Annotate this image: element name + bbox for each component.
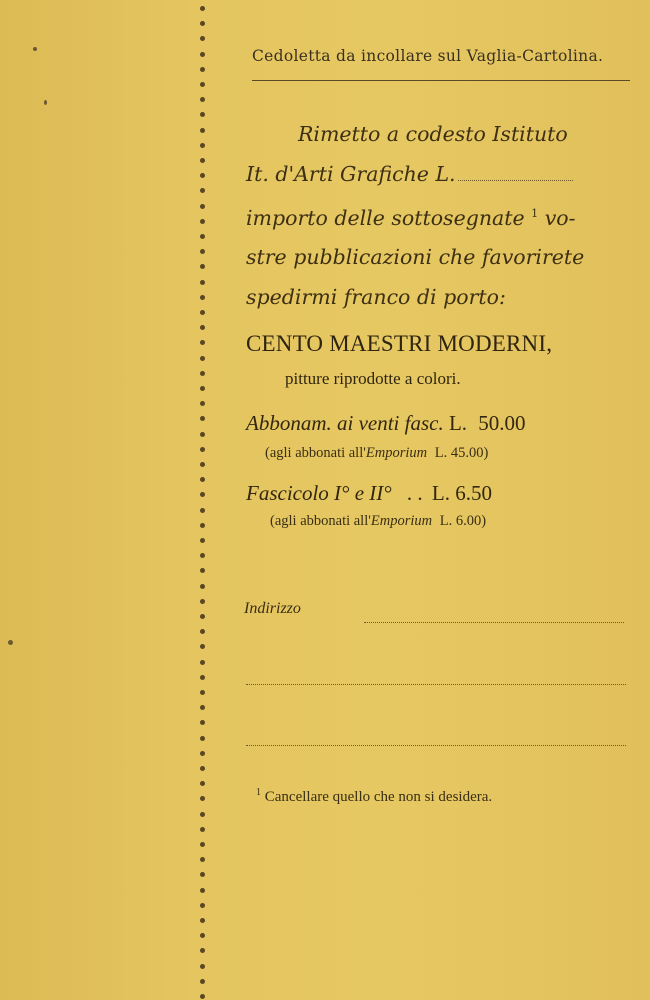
perforation-hole <box>200 857 205 862</box>
amount-blank[interactable] <box>458 179 573 181</box>
perforation-hole <box>200 97 205 102</box>
perforation-hole <box>200 340 205 345</box>
intro-line-3 <box>246 194 646 238</box>
perforation-hole <box>200 6 205 11</box>
footnote-text: Cancellare quello che non si desidera. <box>264 789 493 805</box>
perforation-hole <box>200 416 205 421</box>
address-line-1[interactable] <box>364 622 624 623</box>
perforation-hole <box>200 964 205 969</box>
subscription-note-prefix: (agli abbonati all' <box>265 445 366 461</box>
perforation-hole <box>200 295 205 300</box>
perforation-hole <box>200 386 205 391</box>
paper-speck <box>44 100 47 105</box>
perforation-hole <box>200 447 205 452</box>
perforation-hole <box>200 888 205 893</box>
intro-line-1: Rimetto a codesto Istituto <box>298 122 568 146</box>
address-label: Indirizzo <box>244 600 301 617</box>
subscription-note <box>265 445 488 462</box>
subscription-note-magazine: Emporium <box>365 445 428 461</box>
paper-speck <box>33 47 37 51</box>
publication-title: CENTO MAESTRI MODERNI, <box>246 331 553 356</box>
perforation-hole <box>200 979 205 984</box>
header-rule <box>252 80 630 81</box>
perforation-hole <box>200 690 205 695</box>
perforation-hole <box>200 356 205 361</box>
perforation-hole <box>200 736 205 741</box>
perforation-hole <box>200 903 205 908</box>
perforation-hole <box>200 371 205 376</box>
perforation-hole <box>200 872 205 877</box>
perforation-hole <box>200 401 205 406</box>
perforation-hole <box>200 264 205 269</box>
perforation-hole <box>200 204 205 209</box>
perforation-hole <box>200 796 205 801</box>
perforation-hole <box>200 67 205 72</box>
perforation-hole <box>200 812 205 817</box>
publication-subtitle: pitture riprodotte a colori. <box>285 369 461 388</box>
subscription-note-price: L. 45.00) <box>434 445 489 461</box>
issue-row[interactable] <box>246 481 492 506</box>
perforation-hole <box>200 128 205 133</box>
paper-speck <box>8 640 13 645</box>
intro-line-4: stre pubblicazioni che favorirete <box>246 245 585 270</box>
issue-label: Fascicolo I° e II° <box>246 481 392 505</box>
subscription-label: Abbonam. ai venti fasc. <box>246 411 444 435</box>
perforation-hole <box>200 842 205 847</box>
intro-paragraph <box>246 115 646 317</box>
perforation-hole <box>200 584 205 589</box>
perforation-hole <box>200 492 205 497</box>
perforation-hole <box>200 508 205 513</box>
perforation-hole <box>200 675 205 680</box>
perforation-hole <box>200 462 205 467</box>
issue-price: L. 6.50 <box>431 481 492 505</box>
perforation-hole <box>200 143 205 148</box>
issue-note <box>270 513 486 530</box>
perforation-hole <box>200 568 205 573</box>
perforation-hole <box>200 781 205 786</box>
perforation-hole <box>200 523 205 528</box>
issue-dots: . . <box>406 481 423 505</box>
subscription-price: 50.00 <box>478 411 526 435</box>
intro-line-2-text: It. d'Arti Grafiche L. <box>246 161 456 186</box>
perforation-hole <box>200 553 205 558</box>
intro-line-2 <box>246 155 646 195</box>
perforation-hole <box>200 629 205 634</box>
subscription-row[interactable] <box>246 411 526 436</box>
perforation-hole <box>200 614 205 619</box>
footnote-number: 1 <box>256 787 261 798</box>
subscription-currency: L. <box>448 411 468 435</box>
perforation-hole <box>200 280 205 285</box>
perforation-hole <box>200 918 205 923</box>
perforation-hole <box>200 249 205 254</box>
footnote-mark: 1 <box>531 207 539 220</box>
perforation-hole <box>200 766 205 771</box>
address-line-2[interactable] <box>246 684 626 685</box>
perforation-hole <box>200 660 205 665</box>
perforation-hole <box>200 219 205 224</box>
perforation-hole <box>200 720 205 725</box>
perforation-hole <box>200 538 205 543</box>
footnote <box>256 787 492 806</box>
header-caption: Cedoletta da incollare sul Vaglia-Cartolina. <box>252 47 604 65</box>
perforation-hole <box>200 325 205 330</box>
perforation-hole <box>200 310 205 315</box>
issue-note-prefix: (agli abbonati all' <box>270 513 371 529</box>
intro-line-3a: importo delle sottosegnate <box>246 205 525 230</box>
issue-note-price: L. 6.00) <box>439 513 487 529</box>
address-line-3[interactable] <box>246 745 626 746</box>
perforation-hole <box>200 158 205 163</box>
perforation-hole <box>200 82 205 87</box>
perforation-hole <box>200 432 205 437</box>
perforation-hole <box>200 21 205 26</box>
issue-note-magazine: Emporium <box>370 513 433 529</box>
perforation-hole <box>200 644 205 649</box>
intro-line-5: spedirmi franco di porto: <box>246 284 506 309</box>
perforation-hole <box>200 948 205 953</box>
perforation-hole <box>200 477 205 482</box>
perforation-hole <box>200 36 205 41</box>
perforation-hole <box>200 599 205 604</box>
perforation-hole <box>200 751 205 756</box>
perforation-line <box>198 0 208 1000</box>
perforation-hole <box>200 933 205 938</box>
perforation-hole <box>200 173 205 178</box>
perforation-hole <box>200 994 205 999</box>
perforation-hole <box>200 827 205 832</box>
perforation-hole <box>200 705 205 710</box>
intro-line-3b: vo- <box>544 205 576 230</box>
perforation-hole <box>200 188 205 193</box>
perforation-hole <box>200 52 205 57</box>
perforation-hole <box>200 234 205 239</box>
perforation-hole <box>200 112 205 117</box>
